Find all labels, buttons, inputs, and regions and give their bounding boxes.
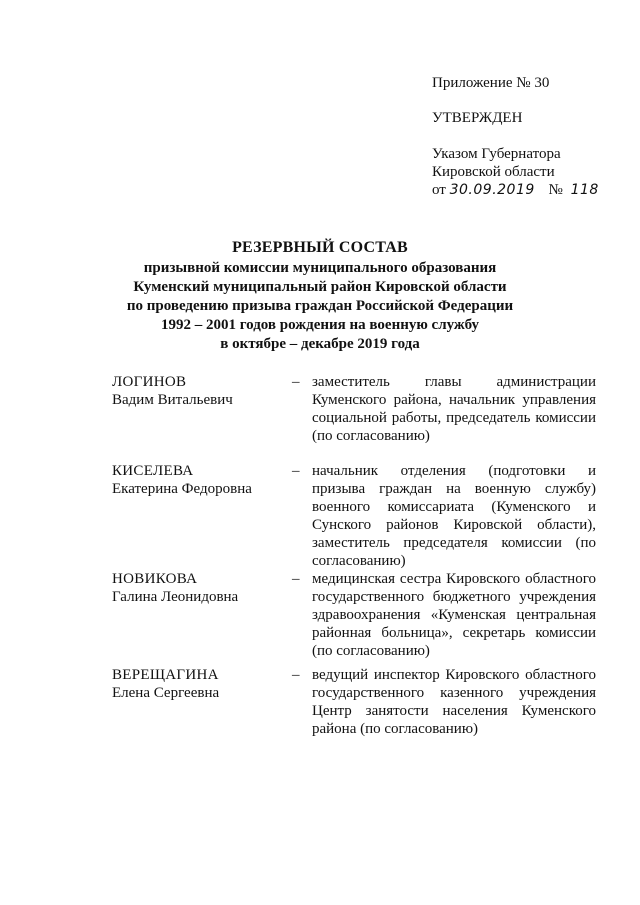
title-main: РЕЗЕРВНЫЙ СОСТАВ xyxy=(232,239,408,256)
member-given-name: Елена Сергеевна xyxy=(112,685,220,701)
approval-stamp xyxy=(432,74,622,199)
handwritten-number: 118 xyxy=(570,182,599,198)
dash-separator: – xyxy=(292,571,300,587)
dash-separator: – xyxy=(292,463,300,479)
member-surname: ВЕРЕЩАГИНА xyxy=(112,667,219,683)
dash-separator: – xyxy=(292,374,300,390)
member-given-name: Галина Леонидовна xyxy=(112,589,239,605)
member-role: заместитель главы администрации Куменского района, начальник управления социальной работы, председатель комиссии (по согласованию) xyxy=(312,374,596,444)
title-line: 1992 – 2001 годов рождения на военную службу xyxy=(160,317,480,333)
member-role: начальник отделения (подготовки и призыва граждан на военную службу) военного комиссариата (Куменского и Сунского районов Кировской области), заместитель председателя комиссии (по согласованию) xyxy=(312,463,596,569)
appendix-number: Приложение № 30 xyxy=(432,75,550,91)
decree-line-2: Кировской области xyxy=(432,164,555,180)
member-name xyxy=(112,462,287,498)
title-line: по проведению призыва граждан Российской Федерации xyxy=(126,298,514,314)
decree-line-1: Указом Губернатора xyxy=(432,146,561,162)
member-name xyxy=(112,570,287,606)
date-prefix: от xyxy=(432,182,446,198)
title-line: в октябре – декабре 2019 года xyxy=(220,336,420,352)
decree-date-line xyxy=(432,181,622,199)
approved-label: УТВЕРЖДЕН xyxy=(432,110,523,126)
number-prefix: № xyxy=(548,182,563,198)
member-name xyxy=(112,373,287,409)
member-given-name: Екатерина Федоровна xyxy=(112,481,252,497)
member-surname: ЛОГИНОВ xyxy=(112,374,187,390)
member-surname: КИСЕЛЕВА xyxy=(112,463,194,479)
title-line: призывной комиссии муниципального образования xyxy=(143,260,497,276)
member-given-name: Вадим Витальевич xyxy=(112,392,233,408)
member-name xyxy=(112,666,287,702)
handwritten-date: 30.09.2019 xyxy=(449,182,535,198)
member-role: ведущий инспектор Кировского областного государственного казенного учреждения Центр занятости населения Куменского района (по согласованию) xyxy=(312,667,596,737)
title-line: Куменский муниципальный район Кировской области xyxy=(133,279,507,295)
member-surname: НОВИКОВА xyxy=(112,571,198,587)
member-role: медицинская сестра Кировского областного государственного бюджетного учреждения здравоохранения «Куменская центральная районная больница», секретарь комиссии (по согласованию) xyxy=(312,571,596,659)
document-title xyxy=(90,238,550,354)
dash-separator: – xyxy=(292,667,300,683)
